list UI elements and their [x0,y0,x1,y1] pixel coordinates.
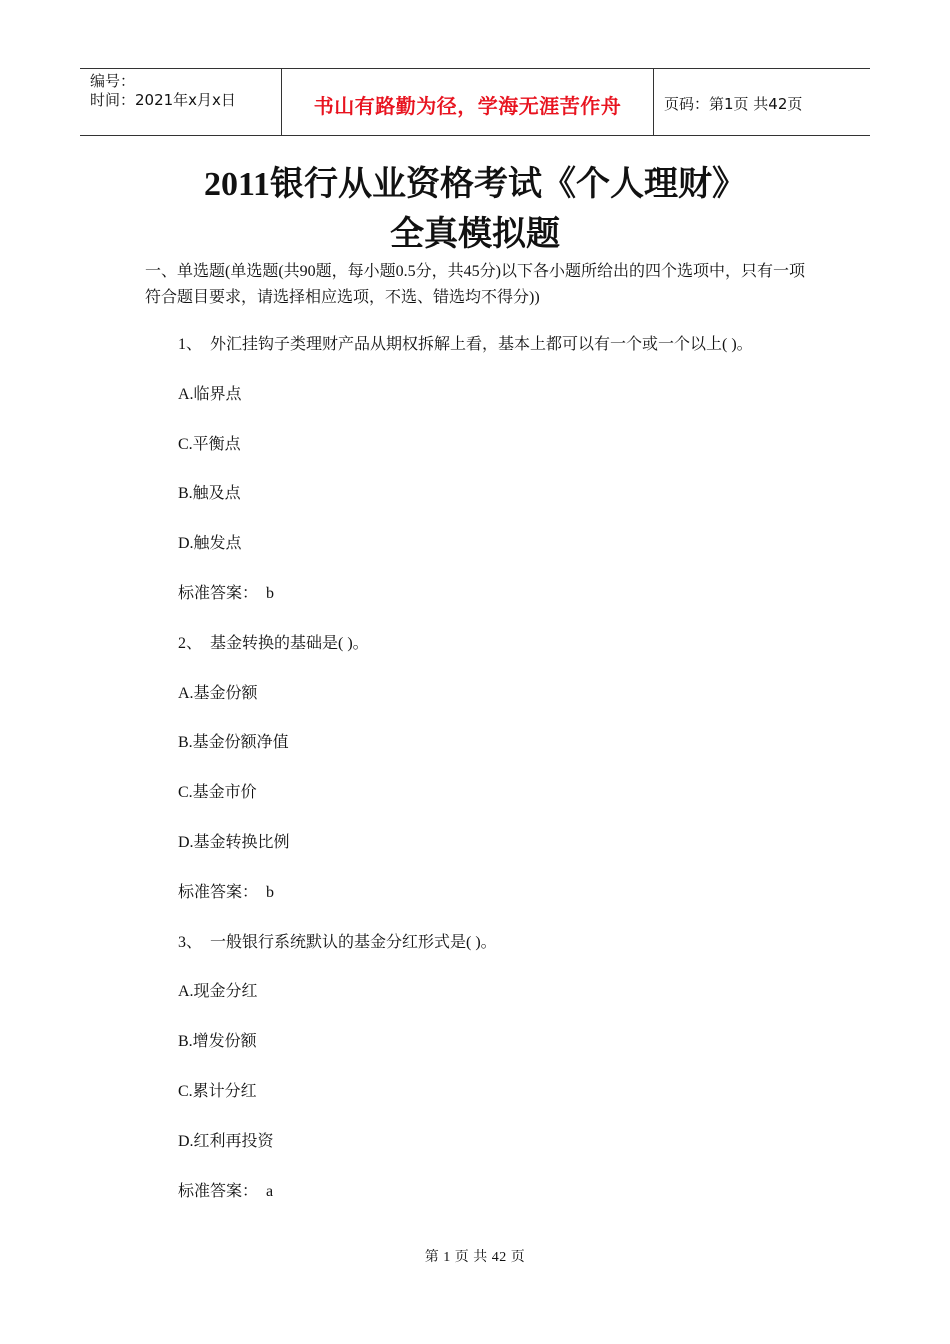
question-stem: 1、 外汇挂钩子类理财产品从期权拆解上看，基本上都可以有一个或一个以上( )。 [178,336,753,353]
header-motto-cell [281,69,654,135]
question-option: B.增发份额 [178,1033,257,1051]
question-stem: 2、 基金转换的基础是( )。 [178,634,369,652]
question-option: D.红利再投资 [178,1132,274,1150]
question-option: A.基金份额 [178,684,258,702]
question-option: D.触发点 [178,535,242,553]
document-title-line-2: 全真模拟题 [390,216,560,253]
header-page-info: 页码：第1页 共42页 [664,94,803,113]
question-stem: 3、 一般银行系统默认的基金分红形式是( )。 [178,933,497,951]
header-meta [80,69,281,135]
header-page-info-cell [654,69,870,135]
time-label: 时间：2021年x月x日 [90,91,236,109]
serial-number-label: 编号： [90,72,136,90]
question-answer: 标准答案： b [178,883,275,901]
question-answer: 标准答案： b [178,584,275,602]
question-option: C.平衡点 [178,435,241,453]
question-option: C.累计分红 [178,1082,257,1100]
question-list [178,332,838,1228]
header-motto: 书山有路勤为径，学海无涯苦作舟 [313,93,622,118]
page-footer: 第 1 页 共 42 页 [424,1250,526,1265]
document-title-line-1: 2011银行从业资格考试《个人理财》 [203,166,747,203]
question-option: C.基金市价 [178,784,257,802]
question-answer: 标准答案： a [178,1182,274,1200]
document-header [80,68,870,136]
question-option: B.触及点 [178,485,241,503]
question-option: D.基金转换比例 [178,833,290,851]
section-intro: 一、单选题(单选题(共90题，每小题0.5分，共45分)以下各小题所给出的四个选项中，只有一项符合题目要求，请选择相应选项，不选、错选均不得分)) [145,263,805,306]
question-option: B.基金份额净值 [178,734,289,752]
question-option: A.现金分红 [178,983,258,1001]
question-option: A.临界点 [178,385,242,403]
